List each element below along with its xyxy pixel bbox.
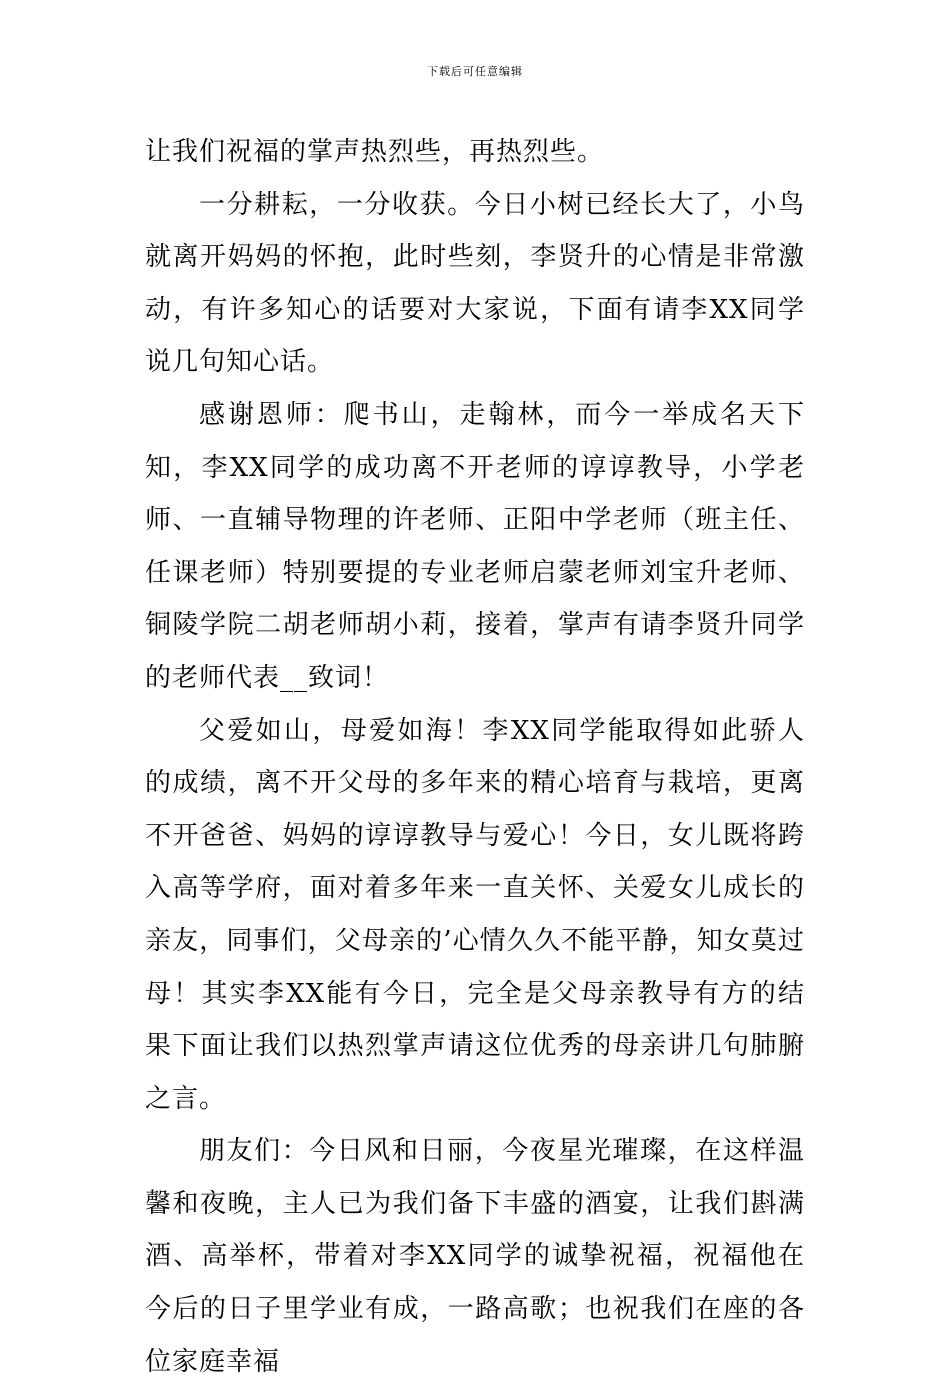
- page-header: 下载后可任意编辑: [427, 65, 523, 78]
- paragraph-3: 感谢恩师：爬书山，走翰林，而今一举成名天下知，李XX同学的成功离不开老师的谆谆教导，小学老师、一直辅导物理的许老师、正阳中学老师（班主任、任课老师）特别要提的专业老师启蒙老师刘宝升老师、铜陵学院二胡老师胡小莉，接着，掌声有请李贤升同学的老师代表__致词！: [145, 399, 805, 693]
- paragraph-4: 父爱如山，母爱如海！李XX同学能取得如此骄人的成绩，离不开父母的多年来的精心培育与栽培，更离不开爸爸、妈妈的谆谆教导与爱心！今日，女儿既将跨入高等学府，面对着多年来一直关怀、关爱女儿成长的亲友，同事们，父母亲的’心情久久不能平静，知女莫过母！其实李XX能有今日，完全是父母亲教导有方的结果下面让我们以热烈掌声请这位优秀的母亲讲几句肺腑之言。: [145, 715, 805, 1114]
- document-body: [145, 126, 805, 1388]
- paragraph-1: 让我们祝福的掌声热烈些，再热烈些。: [145, 137, 605, 167]
- paragraph-2: 一分耕耘，一分收获。今日小树已经长大了，小鸟就离开妈妈的怀抱，此时些刻，李贤升的心情是非常激动，有许多知心的话要对大家说，下面有请李XX同学说几句知心话。: [145, 189, 805, 378]
- paragraph-5: 朋友们：今日风和日丽，今夜星光璀璨，在这样温馨和夜晚，主人已为我们备下丰盛的酒宴，让我们斟满酒、高举杯，带着对李XX同学的诚挚祝福，祝福他在今后的日子里学业有成，一路高歌；也祝我们在座的各位家庭幸福: [145, 1136, 805, 1377]
